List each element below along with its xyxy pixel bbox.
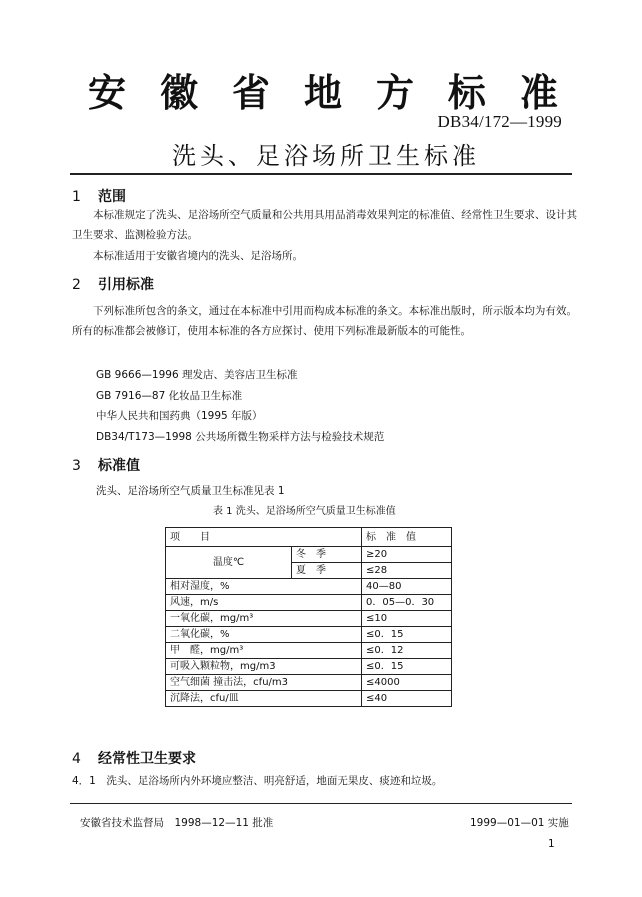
value-cell: 0．05—0．30 [362, 595, 452, 611]
reference-item: 中华人民共和国药典（1995 年版） [96, 410, 263, 422]
value-cell: 40—80 [362, 579, 452, 595]
section-title: 标准值 [98, 458, 140, 474]
table-header-row [166, 528, 452, 547]
title-char: 地 [303, 71, 342, 115]
item-number: 4．1 [72, 775, 96, 787]
section-1-heading [72, 186, 126, 206]
value-cell: ≤0．12 [362, 643, 452, 659]
summer-label-cell: 夏 季 [292, 563, 362, 579]
page-number: 1 [548, 838, 555, 850]
table-intro: 洗头、足浴场所空气质量卫生标准见表 1 [96, 485, 285, 497]
standard-code: DB34/172—1999 [437, 112, 562, 131]
summer-value-cell: ≤28 [362, 563, 452, 579]
section-1-paragraph-2: 本标准适用于安徽省境内的洗头、足浴场所。 [93, 250, 303, 262]
issuer-line: 安徽省技术监督局 1998—12—11 批准 [80, 817, 274, 829]
value-cell: ≤0．15 [362, 627, 452, 643]
table-row [166, 627, 452, 643]
value-cell: ≤40 [362, 691, 452, 707]
value-cell: ≤10 [362, 611, 452, 627]
section-title: 引用标准 [98, 277, 154, 293]
table-row [166, 643, 452, 659]
footer-divider [70, 803, 572, 804]
title-char: 徽 [159, 71, 198, 115]
table-row [166, 675, 452, 691]
section-title: 范围 [98, 189, 126, 205]
item-cell: 二氧化碳，% [166, 627, 362, 643]
item-cell: 甲 醛，mg/m³ [166, 643, 362, 659]
section-4-item-1 [72, 771, 442, 791]
title-char: 标 [447, 71, 486, 115]
title-char: 省 [231, 71, 270, 115]
section-1-paragraph-1: 本标准规定了洗头、足浴场所空气质量和公共用具用品消毒效果判定的标准值、经常性卫生要求、设计其卫生要求、监测检验方法。 [72, 209, 577, 241]
temperature-label-cell: 温度℃ [166, 547, 292, 579]
section-2-paragraph-1: 下列标准所包含的条文，通过在本标准中引用而构成本标准的条文。本标准出版时，所示版本均为有效。所有的标准都会被修订，使用本标准的各方应探讨、使用下列标准最新版本的可能性。 [72, 305, 577, 337]
section-2-heading [72, 274, 154, 294]
main-title [88, 62, 558, 117]
value-cell: ≤0．15 [362, 659, 452, 675]
header-item-cell: 项 目 [166, 528, 362, 547]
section-number: 3 [72, 458, 81, 474]
header-divider [70, 173, 572, 175]
table-row [166, 611, 452, 627]
table-row [166, 579, 452, 595]
table-caption: 表 1 洗头、足浴场所空气质量卫生标准值 [213, 506, 396, 517]
item-cell: 空气细菌 撞击法，cfu/m3 [166, 675, 362, 691]
item-cell: 风速，m/s [166, 595, 362, 611]
item-cell: 一氧化碳，mg/m³ [166, 611, 362, 627]
section-title: 经常性卫生要求 [98, 751, 196, 767]
winter-value-cell: ≥20 [362, 547, 452, 563]
reference-item: DB34/T173—1998 公共场所微生物采样方法与检验技术规范 [96, 431, 385, 443]
header-value-cell: 标 准 值 [362, 528, 452, 547]
title-char: 方 [375, 71, 414, 115]
standard-values-table [165, 527, 452, 707]
reference-item: GB 9666—1996 理发店、美容店卫生标准 [96, 369, 298, 381]
effective-date: 1999—01—01 实施 [470, 817, 569, 829]
title-char: 准 [519, 71, 558, 115]
title-char: 安 [88, 71, 127, 115]
section-3-heading [72, 455, 140, 475]
table-row [166, 659, 452, 675]
item-cell: 相对湿度，% [166, 579, 362, 595]
reference-item: GB 7916—87 化妆品卫生标准 [96, 390, 243, 402]
section-number: 1 [72, 189, 81, 205]
table-row [166, 691, 452, 707]
document-title: 洗头、足浴场所卫生标准 [172, 142, 480, 170]
table-row [166, 595, 452, 611]
item-text: 洗头、足浴场所内外环境应整洁、明亮舒适，地面无果皮、痰迹和垃圾。 [106, 775, 443, 787]
winter-label-cell: 冬 季 [292, 547, 362, 563]
value-cell: ≤4000 [362, 675, 452, 691]
item-cell: 可吸入颗粒物，mg/m3 [166, 659, 362, 675]
table-row [166, 547, 452, 563]
section-number: 2 [72, 277, 81, 293]
item-cell: 沉降法，cfu/皿 [166, 691, 362, 707]
section-4-heading [72, 748, 196, 768]
section-number: 4 [72, 751, 81, 767]
